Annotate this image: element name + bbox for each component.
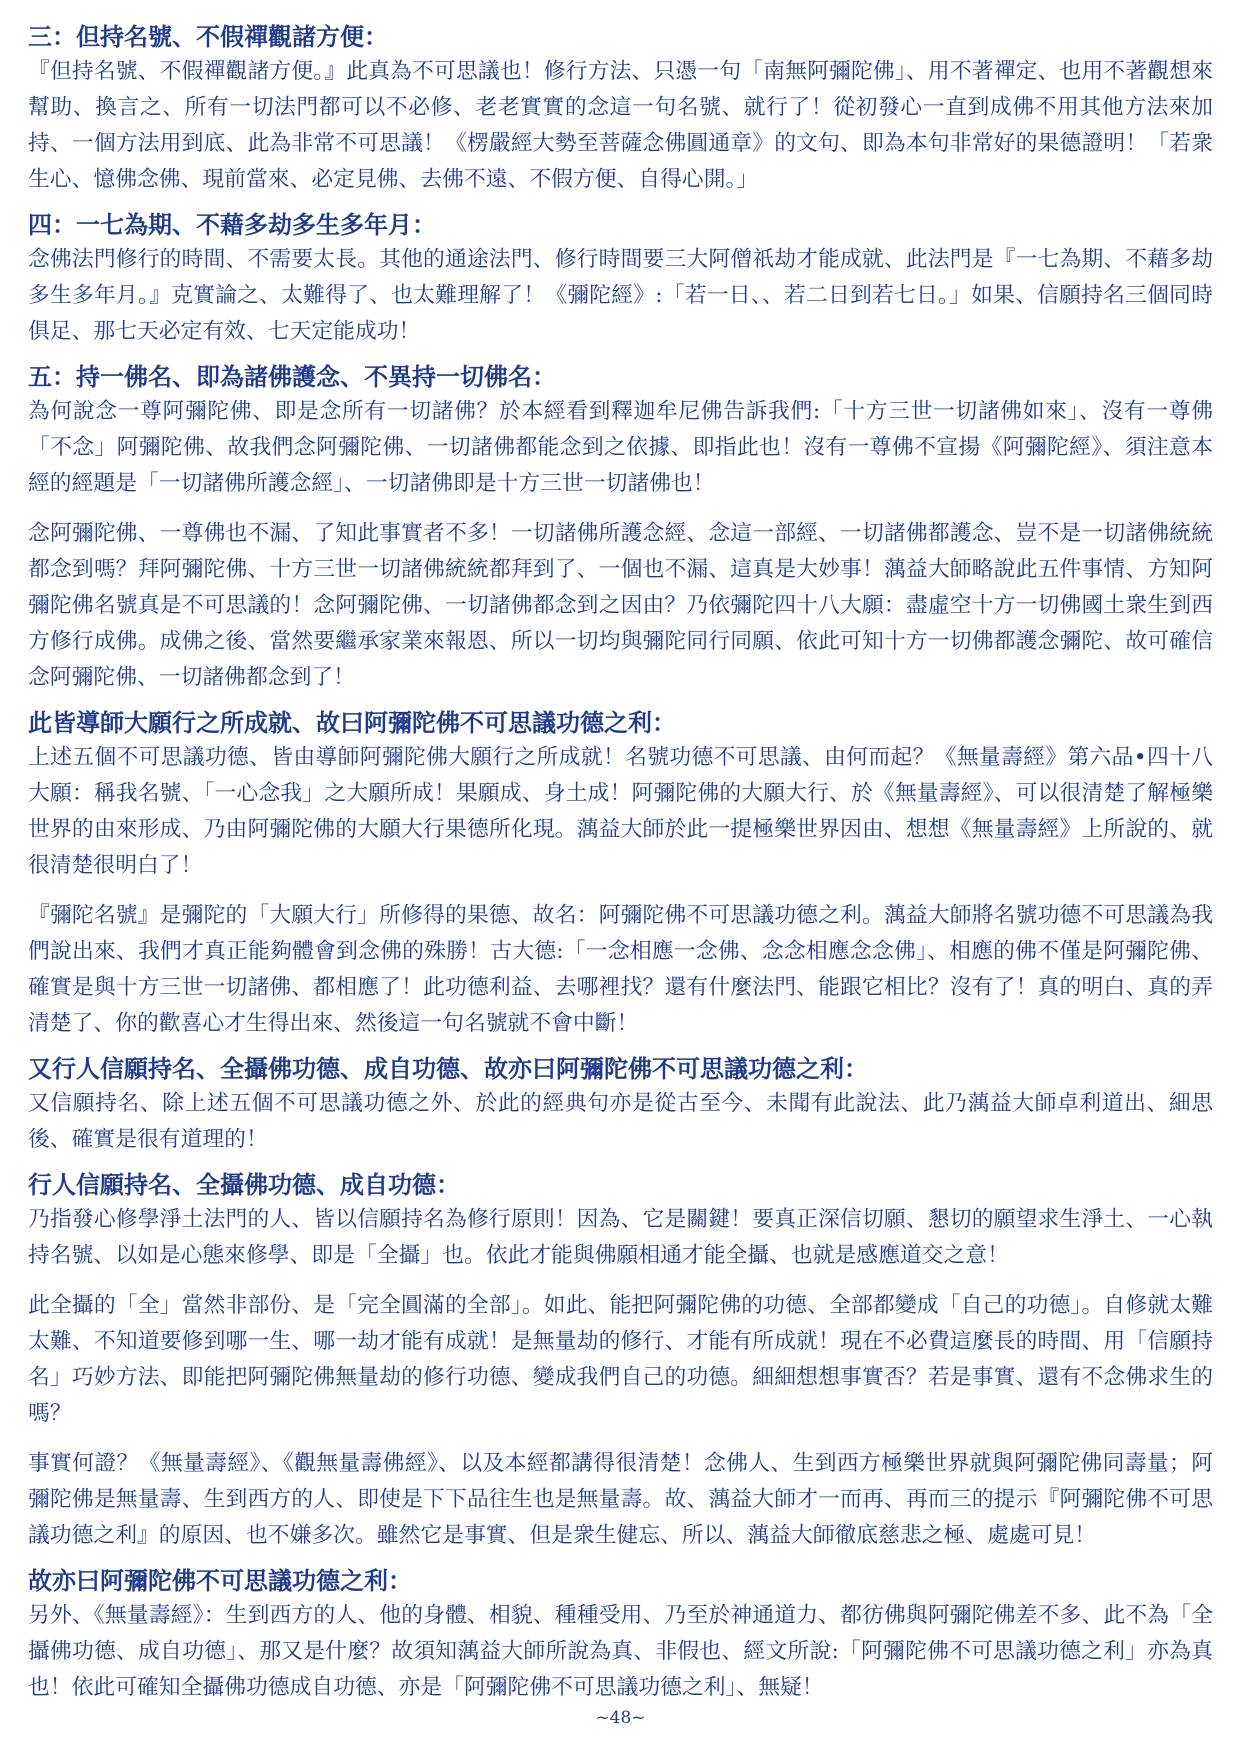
- paragraph: 念阿彌陀佛、一尊佛也不漏、了知此事實者不多！一切諸佛所護念經、念這一部經、一切諸佛都護念、豈不是一切諸佛統統都念到嗎？拜阿彌陀佛、十方三世一切諸佛統統都拜到了、一個也不漏、這真是大妙事！蕅益大師略說此五件事情、方知阿彌陀佛名號真是不可思議的！念阿彌陀佛、一切諸佛都念到之因由？乃依彌陀四十八大願：盡虛空十方一切佛國土衆生到西方修行成佛。成佛之後、當然要繼承家業來報恩、所以一切均與彌陀同行同願、依此可知十方一切佛都護念彌陀、故可確信念阿彌陀佛、一切諸佛都念到了！: [28, 521, 1213, 690]
- section-4: [28, 210, 1213, 350]
- section-guide-vows: [28, 708, 1213, 1042]
- section-inconceivable-merit: [28, 1566, 1213, 1706]
- paragraph: 『彌陀名號』是彌陀的「大願大行」所修得的果德、故名：阿彌陀佛不可思議功德之利。蕅益大師將名號功德不可思議為我們說出來、我們才真正能夠體會到念佛的殊勝！古大德:「一念相應一念佛、念念相應念念佛」、相應的佛不僅是阿彌陀佛、確實是與十方三世一切諸佛、都相應了！此功德利益、去哪裡找？還有什麼法門、能跟它相比？沒有了！真的明白、真的弄清楚了、你的歡喜心才生得出來、然後這一句名號就不會中斷！: [28, 903, 1213, 1036]
- paragraph: 乃指發心修學淨土法門的人、皆以信願持名為修行原則！因為、它是關鍵！要真正深信切願、懇切的願望求生淨土、一心執持名號、以如是心態來修學、即是「全攝」也。依此才能與佛願相通才能全攝、也就是感應道交之意！: [28, 1207, 1213, 1268]
- paragraph: 上述五個不可思議功德、皆由導師阿彌陀佛大願行之所成就！名號功德不可思議、由何而起？《無量壽經》第六品•四十八大願：稱我名號、「一心念我」之大願所成！果願成、身土成！阿彌陀佛的大願大行、於《無量壽經》、可以很清楚了解極樂世界的由來形成、乃由阿彌陀佛的大願大行果德所化現。蕅益大師於此一提極樂世界因由、想想《無量壽經》上所說的、就很清楚很明白了！: [28, 745, 1213, 878]
- paragraph: 念佛法門修行的時間、不需要太長。其他的通途法門、修行時間要三大阿僧祇劫才能成就、此法門是『一七為期、不藉多劫多生多年月。』克實論之、太難得了、也太難理解了！《彌陀經》:「若一日、、若二日到若七日。」如果、信願持名三個同時俱足、那七天必定有效、七天定能成功！: [28, 247, 1213, 344]
- paragraph: 為何說念一尊阿彌陀佛、即是念所有一切諸佛？於本經看到釋迦牟尼佛告訴我們:「十方三世一切諸佛如來」、沒有一尊佛「不念」阿彌陀佛、故我們念阿彌陀佛、一切諸佛都能念到之依據、即指此也！沒有一尊佛不宣揚《阿彌陀經》、須注意本經的經題是「一切諸佛所護念經」、一切諸佛即是十方三世一切諸佛也！: [28, 399, 1213, 496]
- section-heading: 此皆導師大願行之所成就、故曰阿彌陀佛不可思議功德之利：: [28, 709, 676, 737]
- paragraph: 又信願持名、除上述五個不可思議功德之外、於此的經典句亦是從古至今、未聞有此說法、此乃蕅益大師卓利道出、細思後、確實是很有道理的！: [28, 1091, 1213, 1152]
- section-5: [28, 362, 1213, 696]
- paragraph: 此全攝的「全」當然非部份、是「完全圓滿的全部」。如此、能把阿彌陀佛的功德、全部都變成「自己的功德」。自修就太難太難、不知道要修到哪一生、哪一劫才能有成就！是無量劫的修行、才能有所成就！現在不必費這麼長的時間、用「信願持名」巧妙方法、即能把阿彌陀佛無量劫的修行功德、變成我們自己的功德。細細想想事實否？若是事實、還有不念佛求生的嗎？: [28, 1293, 1213, 1426]
- section-3: [28, 22, 1213, 198]
- section-heading: 故亦曰阿彌陀佛不可思議功德之利：: [28, 1567, 412, 1595]
- page-number: ~48~: [595, 1708, 646, 1728]
- paragraph: 『但持名號、不假禪觀諸方便。』此真為不可思議也！修行方法、只憑一句「南無阿彌陀佛」、用不著禪定、也用不著觀想來幫助、換言之、所有一切法門都可以不必修、老老實實的念這一句名號、就行了！從初發心一直到成佛不用其他方法來加持、一個方法用到底、此為非常不可思議！《楞嚴經大勢至菩薩念佛圓通章》的文句、即為本句非常好的果德證明！「若衆生心、憶佛念佛、現前當來、必定見佛、去佛不遠、不假方便、自得心開。」: [28, 59, 1213, 192]
- section-faith-vow-recitation: [28, 1054, 1213, 1158]
- section-heading: 行人信願持名、全攝佛功德、成自功德：: [28, 1171, 460, 1199]
- section-heading: 四：一七為期、不藉多劫多生多年月：: [28, 211, 436, 239]
- section-heading: 三：但持名號、不假禪觀諸方便：: [28, 23, 388, 51]
- paragraph: 事實何證？《無量壽經》、《觀無量壽佛經》、以及本經都講得很清楚！念佛人、生到西方極樂世界就與阿彌陀佛同壽量；阿彌陀佛是無量壽、生到西方的人、即使是下下品往生也是無量壽。故、蕅益大師才一而再、再而三的提示『阿彌陀佛不可思議功德之利』的原因、也不嫌多次。雖然它是事實、但是衆生健忘、所以、蕅益大師徹底慈悲之極、處處可見！: [28, 1451, 1213, 1548]
- section-full-absorption: [28, 1170, 1213, 1554]
- section-heading: 又行人信願持名、全攝佛功德、成自功德、故亦曰阿彌陀佛不可思議功德之利：: [28, 1055, 868, 1083]
- paragraph: 另外、《無量壽經》：生到西方的人、他的身體、相貌、種種受用、乃至於神通道力、都彷佛與阿彌陀佛差不多、此不為「全攝佛功德、成自功德」、那又是什麼？故須知蕅益大師所說為真、非假也、經文所說:「阿彌陀佛不可思議功德之利」亦為真也！依此可確知全攝佛功德成自功德、亦是「阿彌陀佛不可思議功德之利」、無疑！: [28, 1603, 1213, 1700]
- section-heading: 五：持一佛名、即為諸佛護念、不異持一切佛名：: [28, 363, 556, 391]
